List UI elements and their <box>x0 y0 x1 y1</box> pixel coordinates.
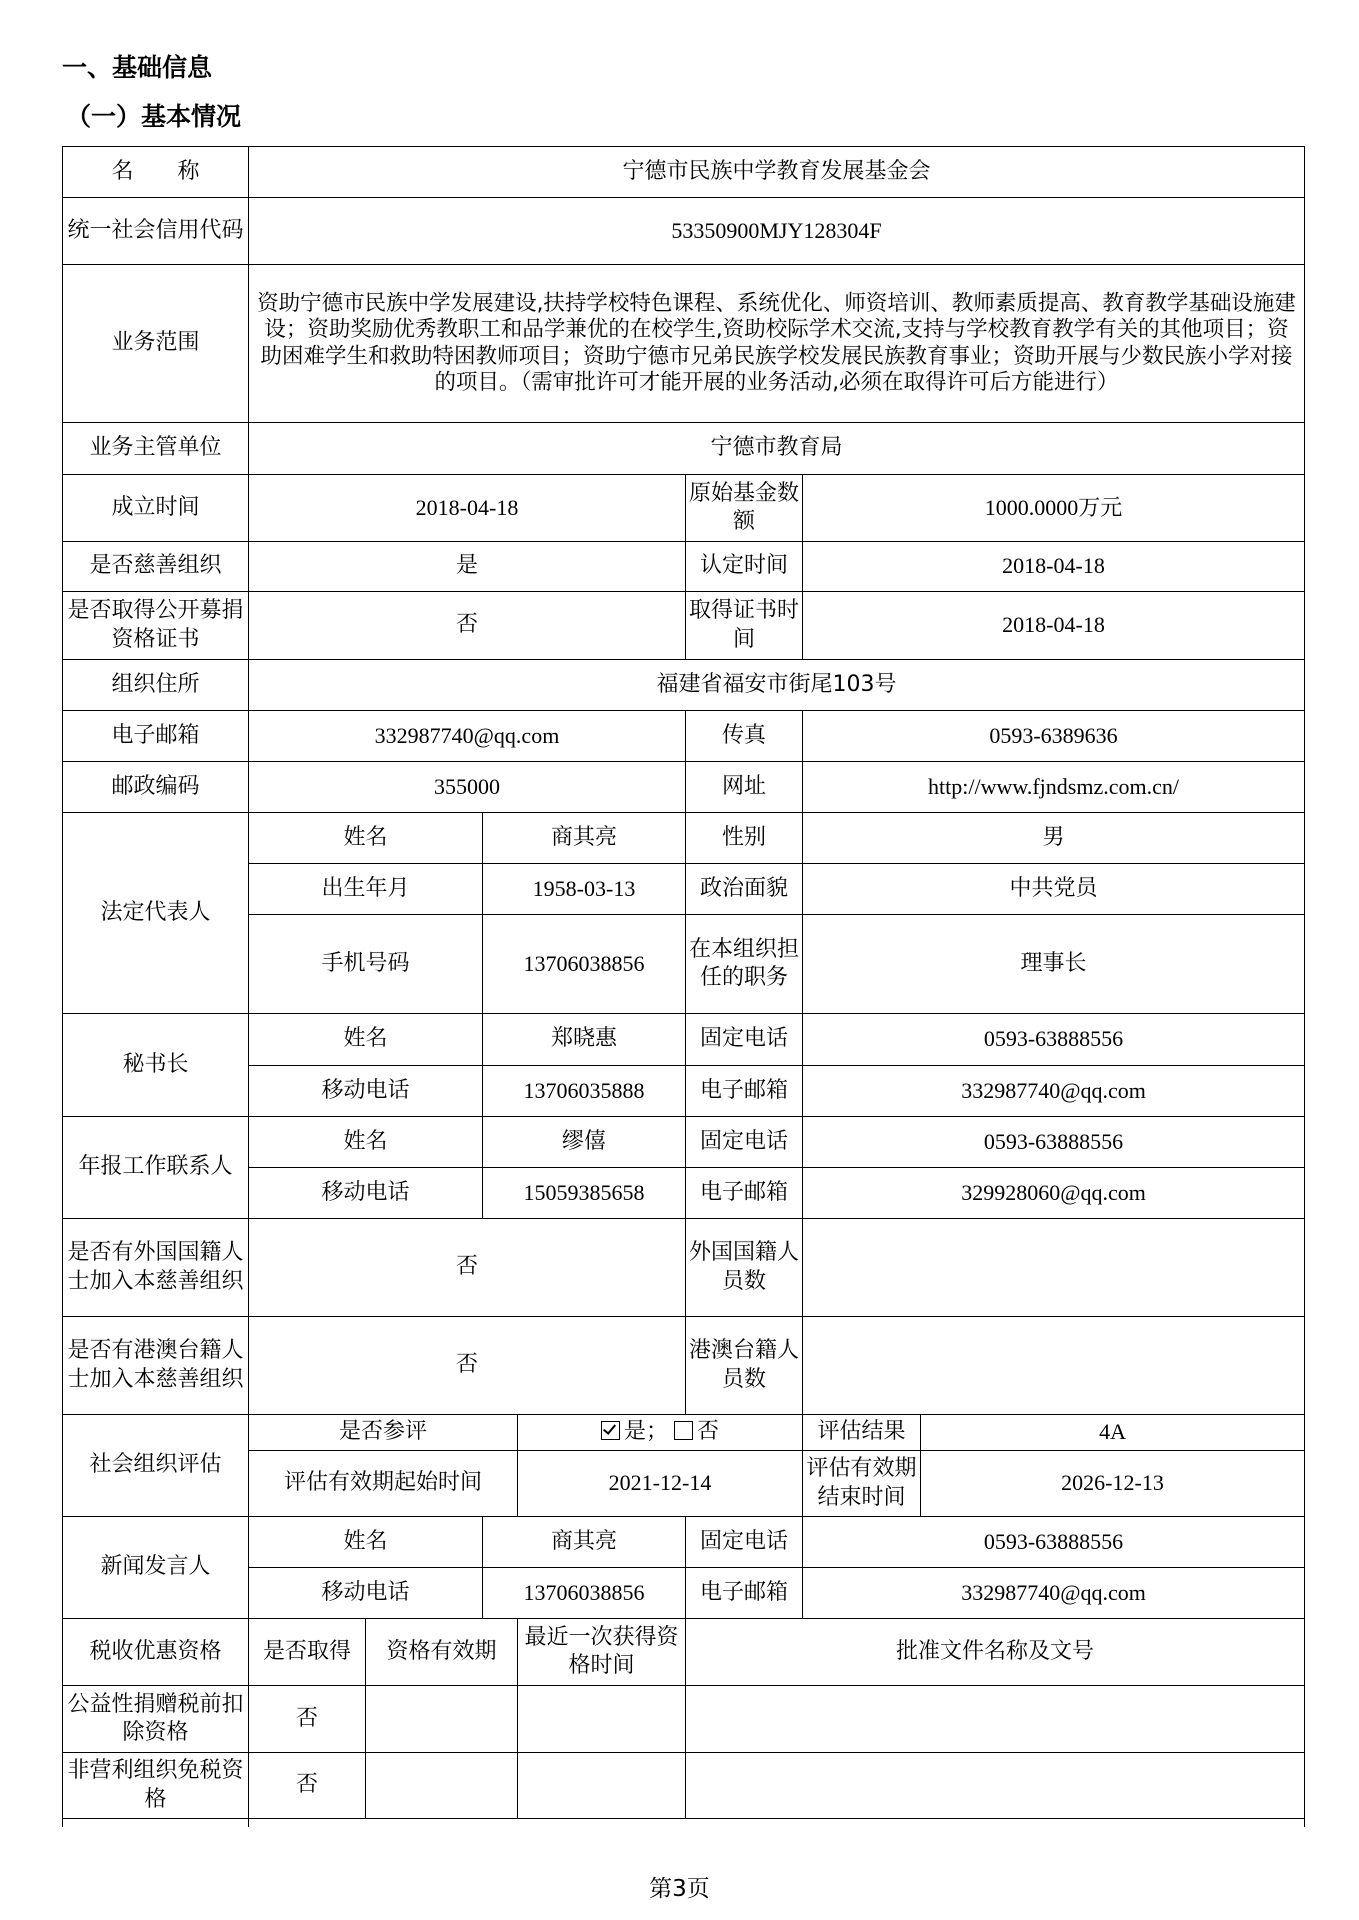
email-label: 电子邮箱 <box>63 711 249 762</box>
legal-rep-politics-label: 政治面貌 <box>686 864 803 915</box>
evaluation-result-value: 4A <box>921 1415 1305 1451</box>
cert-time-label: 取得证书时间 <box>686 592 803 660</box>
hkmt-count-label: 港澳台籍人员数 <box>686 1317 803 1415</box>
legal-rep-gender-value: 男 <box>803 813 1305 864</box>
secretary-mobile-value: 13706035888 <box>483 1066 686 1117</box>
row-contact-mobile <box>63 1168 1305 1219</box>
secretary-phone-value: 0593-63888556 <box>803 1014 1305 1066</box>
spokesperson-phone-value: 0593-63888556 <box>803 1517 1305 1568</box>
recognized-label: 认定时间 <box>686 542 803 592</box>
contact-phone-value: 0593-63888556 <box>803 1117 1305 1168</box>
row-legal-rep-name <box>63 813 1305 864</box>
page-number: 第3页 <box>649 1876 710 1902</box>
continuation-cell-wide <box>249 1819 1305 1827</box>
hkmt-label: 是否有港澳台籍人士加入本慈善组织 <box>63 1317 249 1415</box>
spokesperson-email-value: 332987740@qq.com <box>803 1568 1305 1619</box>
tax-exempt-latest <box>518 1753 686 1819</box>
tax-exempt-obtained: 否 <box>249 1753 366 1819</box>
legal-rep-mobile-label: 手机号码 <box>249 915 483 1014</box>
row-contact-name <box>63 1117 1305 1168</box>
spokesperson-name-label: 姓名 <box>249 1517 483 1568</box>
contact-email-label: 电子邮箱 <box>686 1168 803 1219</box>
foreign-value: 否 <box>249 1219 686 1317</box>
evaluation-participate-label: 是否参评 <box>249 1415 518 1451</box>
row-secretary-mobile <box>63 1066 1305 1117</box>
secretary-email-label: 电子邮箱 <box>686 1066 803 1117</box>
legal-rep-label: 法定代表人 <box>63 813 249 1014</box>
authority-value: 宁德市教育局 <box>249 423 1305 475</box>
spokesperson-mobile-value: 13706038856 <box>483 1568 686 1619</box>
legal-rep-birth-value: 1958-03-13 <box>483 864 686 915</box>
address-label: 组织住所 <box>63 660 249 711</box>
row-founded <box>63 475 1305 542</box>
foreign-count-value <box>803 1219 1305 1317</box>
legal-rep-birth-label: 出生年月 <box>249 864 483 915</box>
basic-info-table <box>62 146 1305 1827</box>
tax-deduction-latest <box>518 1686 686 1753</box>
fax-value: 0593-6389636 <box>803 711 1305 762</box>
tax-obtained-header: 是否取得 <box>249 1619 366 1686</box>
public-fundraising-label: 是否取得公开募捐资格证书 <box>63 592 249 660</box>
business-scope-value: 资助宁德市民族中学发展建设,扶持学校特色课程、系统优化、师资培训、教师素质提高、教育教学基础设施建设；资助奖励优秀教职工和品学兼优的在校学生,资助校际学术交流,支持与学校教育教学有关的其他项目；资助困难学生和救助特困教师项目；资助宁德市兄弟民族学校发展民族教育事业；资助开展与少数民族小学对接的项目。（需审批许可才能开展的业务活动,必须在取得许可后方能进行） <box>249 265 1305 423</box>
row-evaluation-period <box>63 1451 1305 1517</box>
charity-label: 是否慈善组织 <box>63 542 249 592</box>
row-tax-header <box>63 1619 1305 1686</box>
row-spokesperson-mobile <box>63 1568 1305 1619</box>
charity-value: 是 <box>249 542 686 592</box>
legal-rep-politics-value: 中共党员 <box>803 864 1305 915</box>
legal-rep-mobile-value: 13706038856 <box>483 915 686 1014</box>
evaluation-start-label: 评估有效期起始时间 <box>249 1451 518 1517</box>
row-credit-code <box>63 198 1305 265</box>
hkmt-value: 否 <box>249 1317 686 1415</box>
spokesperson-mobile-label: 移动电话 <box>249 1568 483 1619</box>
row-email <box>63 711 1305 762</box>
legal-rep-name-value: 商其亮 <box>483 813 686 864</box>
name-value: 宁德市民族中学教育发展基金会 <box>249 147 1305 198</box>
row-business-scope <box>63 265 1305 423</box>
checkbox-no-icon[interactable] <box>674 1421 693 1440</box>
tax-deduction-label: 公益性捐赠税前扣除资格 <box>63 1686 249 1753</box>
evaluation-participate-options <box>518 1415 803 1451</box>
spokesperson-name-value: 商其亮 <box>483 1517 686 1568</box>
credit-code-label: 统一社会信用代码 <box>63 198 249 265</box>
tax-deduction-doc <box>686 1686 1305 1753</box>
secretary-mobile-label: 移动电话 <box>249 1066 483 1117</box>
credit-code-value: 53350900MJY128304F <box>249 198 1305 265</box>
evaluation-end-value: 2026-12-13 <box>921 1451 1305 1517</box>
subsection-title: （一）基本情况 <box>66 102 242 131</box>
checkbox-yes-icon[interactable] <box>601 1421 620 1440</box>
foreign-label: 是否有外国国籍人士加入本慈善组织 <box>63 1219 249 1317</box>
name-label: 名 称 <box>63 147 249 198</box>
contact-name-label: 姓名 <box>249 1117 483 1168</box>
secretary-phone-label: 固定电话 <box>686 1014 803 1066</box>
tax-exempt-doc <box>686 1753 1305 1819</box>
foreign-count-label: 外国国籍人员数 <box>686 1219 803 1317</box>
secretary-name-label: 姓名 <box>249 1014 483 1066</box>
postal-value: 355000 <box>249 762 686 813</box>
row-name <box>63 147 1305 198</box>
contact-mobile-value: 15059385658 <box>483 1168 686 1219</box>
tax-label: 税收优惠资格 <box>63 1619 249 1686</box>
row-postal <box>63 762 1305 813</box>
continuation-cell <box>63 1819 249 1827</box>
authority-label: 业务主管单位 <box>63 423 249 475</box>
row-tax-deduction <box>63 1686 1305 1753</box>
row-charity <box>63 542 1305 592</box>
recognized-value: 2018-04-18 <box>803 542 1305 592</box>
founded-value: 2018-04-18 <box>249 475 686 542</box>
row-hkmt <box>63 1317 1305 1415</box>
legal-rep-position-label: 在本组织担任的职务 <box>686 915 803 1014</box>
business-scope-label: 业务范围 <box>63 265 249 423</box>
fund-label: 原始基金数额 <box>686 475 803 542</box>
tax-doc-header: 批准文件名称及文号 <box>686 1619 1305 1686</box>
tax-latest-header: 最近一次获得资格时间 <box>518 1619 686 1686</box>
public-fundraising-value: 否 <box>249 592 686 660</box>
row-foreign <box>63 1219 1305 1317</box>
contact-phone-label: 固定电话 <box>686 1117 803 1168</box>
web-value: http://www.fjndsmz.com.cn/ <box>803 762 1305 813</box>
legal-rep-name-label: 姓名 <box>249 813 483 864</box>
web-label: 网址 <box>686 762 803 813</box>
contact-mobile-label: 移动电话 <box>249 1168 483 1219</box>
fund-value: 1000.0000万元 <box>803 475 1305 542</box>
row-spokesperson-name <box>63 1517 1305 1568</box>
fax-label: 传真 <box>686 711 803 762</box>
row-public-fundraising <box>63 592 1305 660</box>
spokesperson-phone-label: 固定电话 <box>686 1517 803 1568</box>
spokesperson-email-label: 电子邮箱 <box>686 1568 803 1619</box>
row-evaluation-participate <box>63 1415 1305 1451</box>
tax-deduction-obtained: 否 <box>249 1686 366 1753</box>
contact-label: 年报工作联系人 <box>63 1117 249 1219</box>
option-no-label: 否 <box>697 1419 720 1445</box>
option-yes-label: 是； <box>623 1419 668 1445</box>
spokesperson-label: 新闻发言人 <box>63 1517 249 1619</box>
row-legal-rep-mobile <box>63 915 1305 1014</box>
tax-exempt-validity <box>366 1753 518 1819</box>
legal-rep-gender-label: 性别 <box>686 813 803 864</box>
email-value: 332987740@qq.com <box>249 711 686 762</box>
row-continuation <box>63 1819 1305 1827</box>
postal-label: 邮政编码 <box>63 762 249 813</box>
row-tax-exempt <box>63 1753 1305 1819</box>
evaluation-start-value: 2021-12-14 <box>518 1451 803 1517</box>
address-value: 福建省福安市街尾103号 <box>249 660 1305 711</box>
legal-rep-position-value: 理事长 <box>803 915 1305 1014</box>
tax-validity-header: 资格有效期 <box>366 1619 518 1686</box>
founded-label: 成立时间 <box>63 475 249 542</box>
secretary-label: 秘书长 <box>63 1014 249 1117</box>
tax-deduction-validity <box>366 1686 518 1753</box>
section-title: 一、基础信息 <box>62 53 213 82</box>
cert-time-value: 2018-04-18 <box>803 592 1305 660</box>
row-address <box>63 660 1305 711</box>
secretary-name-value: 郑晓惠 <box>483 1014 686 1066</box>
contact-email-value: 329928060@qq.com <box>803 1168 1305 1219</box>
evaluation-end-label: 评估有效期结束时间 <box>803 1451 921 1517</box>
evaluation-result-label: 评估结果 <box>803 1415 921 1451</box>
evaluation-label: 社会组织评估 <box>63 1415 249 1517</box>
row-authority <box>63 423 1305 475</box>
tax-exempt-label: 非营利组织免税资格 <box>63 1753 249 1819</box>
row-secretary-name <box>63 1014 1305 1066</box>
hkmt-count-value <box>803 1317 1305 1415</box>
contact-name-value: 缪僖 <box>483 1117 686 1168</box>
row-legal-rep-birth <box>63 864 1305 915</box>
secretary-email-value: 332987740@qq.com <box>803 1066 1305 1117</box>
